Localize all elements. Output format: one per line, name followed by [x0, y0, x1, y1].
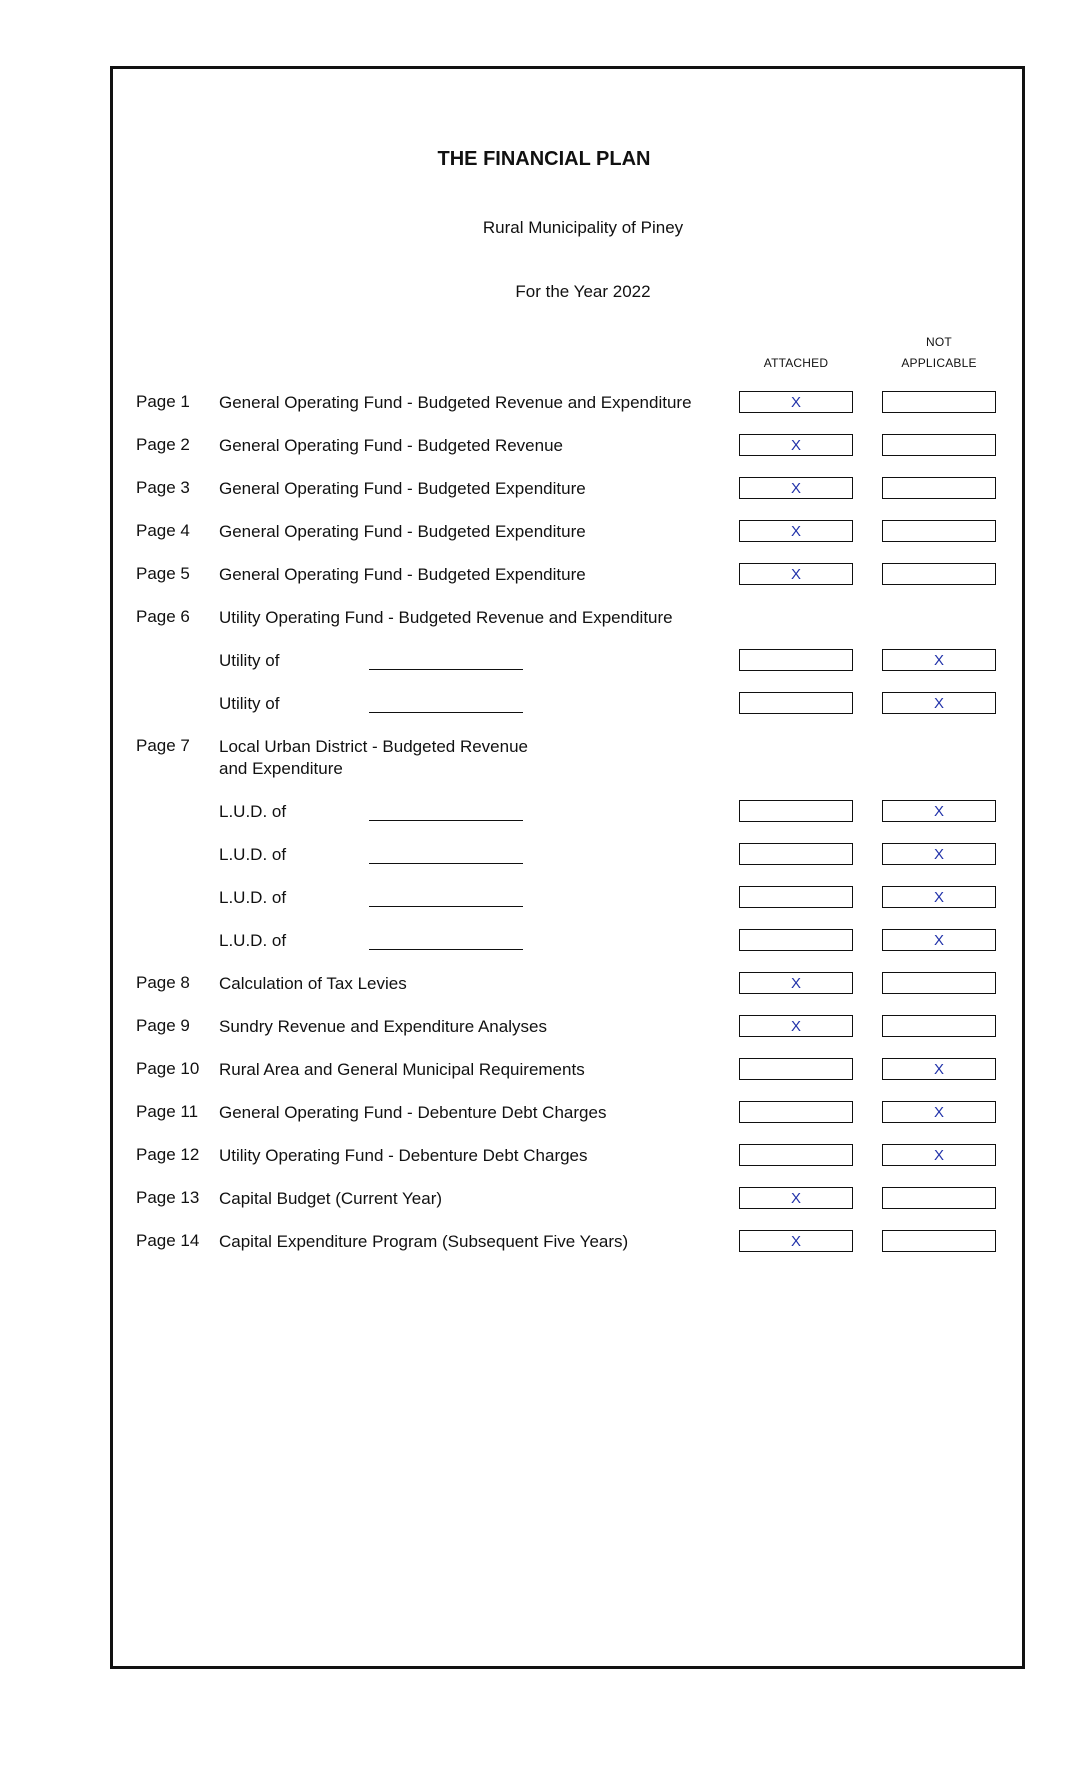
not-applicable-checkbox[interactable]: X	[882, 929, 996, 951]
checklist-subrow	[0, 844, 1088, 870]
column-header-applicable: APPLICABLE	[901, 356, 977, 370]
page-number: Page 9	[136, 1016, 190, 1035]
row-description-continued: and Expenditure	[219, 759, 343, 778]
not-applicable-checkbox[interactable]	[882, 972, 996, 994]
page-number: Page 5	[136, 564, 190, 583]
not-applicable-checkbox[interactable]: X	[882, 800, 996, 822]
not-applicable-checkbox[interactable]: X	[882, 1144, 996, 1166]
column-header-attached: ATTACHED	[763, 356, 829, 370]
page-number: Page 13	[136, 1188, 200, 1207]
not-applicable-checkbox[interactable]	[882, 1015, 996, 1037]
attached-checkbox[interactable]: X	[739, 1230, 853, 1252]
not-applicable-checkbox[interactable]: X	[882, 692, 996, 714]
not-applicable-checkbox[interactable]: X	[882, 1058, 996, 1080]
column-header-not: NOT	[926, 335, 952, 349]
blank-name-line	[369, 949, 523, 950]
row-description: Rural Area and General Municipal Requirements	[219, 1060, 585, 1079]
attached-checkbox[interactable]: X	[739, 391, 853, 413]
checklist-row	[0, 1145, 1088, 1171]
checklist-subrow	[0, 693, 1088, 719]
page-title: THE FINANCIAL PLAN	[437, 148, 651, 170]
attached-checkbox[interactable]	[739, 800, 853, 822]
row-description: L.U.D. of	[219, 845, 287, 864]
page-number: Page 3	[136, 478, 190, 497]
fiscal-year: For the Year 2022	[515, 282, 651, 301]
row-description: General Operating Fund - Budgeted Revenue and Expenditure	[219, 393, 692, 412]
page-number: Page 11	[136, 1102, 199, 1121]
attached-checkbox[interactable]	[739, 1101, 853, 1123]
row-description: General Operating Fund - Budgeted Expenditure	[219, 479, 586, 498]
attached-checkbox[interactable]	[739, 886, 853, 908]
page-number: Page 2	[136, 435, 190, 454]
checklist-row	[0, 521, 1088, 547]
row-description: L.U.D. of	[219, 802, 287, 821]
checklist-row	[0, 392, 1088, 418]
not-applicable-checkbox[interactable]: X	[882, 886, 996, 908]
checklist-subrow	[0, 887, 1088, 913]
not-applicable-checkbox[interactable]: X	[882, 1101, 996, 1123]
checklist-row	[0, 478, 1088, 504]
checklist-subrow	[0, 930, 1088, 956]
checklist-row	[0, 1102, 1088, 1128]
row-description: L.U.D. of	[219, 888, 287, 907]
attached-checkbox[interactable]: X	[739, 972, 853, 994]
attached-checkbox[interactable]: X	[739, 477, 853, 499]
attached-checkbox[interactable]: X	[739, 520, 853, 542]
row-description: General Operating Fund - Debenture Debt Charges	[219, 1103, 607, 1122]
not-applicable-checkbox[interactable]	[882, 1230, 996, 1252]
attached-checkbox[interactable]: X	[739, 563, 853, 585]
checklist-row	[0, 607, 1088, 633]
page-number: Page 12	[136, 1145, 200, 1164]
checklist-subrow	[0, 801, 1088, 827]
attached-checkbox[interactable]: X	[739, 1015, 853, 1037]
row-description: Local Urban District - Budgeted Revenue	[219, 737, 528, 756]
checklist-row	[0, 973, 1088, 999]
row-description: Capital Expenditure Program (Subsequent Five Years)	[219, 1232, 629, 1251]
not-applicable-checkbox[interactable]	[882, 477, 996, 499]
attached-checkbox[interactable]	[739, 1144, 853, 1166]
not-applicable-checkbox[interactable]	[882, 563, 996, 585]
row-description: Sundry Revenue and Expenditure Analyses	[219, 1017, 547, 1036]
not-applicable-checkbox[interactable]	[882, 1187, 996, 1209]
checklist-row	[0, 564, 1088, 590]
row-description: Capital Budget (Current Year)	[219, 1189, 443, 1208]
page-number: Page 1	[136, 392, 190, 411]
page-number: Page 6	[136, 607, 190, 626]
page-number: Page 10	[136, 1059, 200, 1078]
page-number: Page 14	[136, 1231, 200, 1250]
blank-name-line	[369, 712, 523, 713]
blank-name-line	[369, 820, 523, 821]
not-applicable-checkbox[interactable]: X	[882, 843, 996, 865]
checklist-row	[0, 1016, 1088, 1042]
row-description: Utility of	[219, 694, 280, 713]
attached-checkbox[interactable]	[739, 692, 853, 714]
checklist-row	[0, 736, 1088, 784]
attached-checkbox[interactable]: X	[739, 1187, 853, 1209]
page-number: Page 8	[136, 973, 190, 992]
not-applicable-checkbox[interactable]: X	[882, 649, 996, 671]
checklist-row	[0, 1059, 1088, 1085]
row-description: Utility of	[219, 651, 280, 670]
not-applicable-checkbox[interactable]	[882, 520, 996, 542]
blank-name-line	[369, 669, 523, 670]
row-description: Utility Operating Fund - Budgeted Revenue and Expenditure	[219, 608, 673, 627]
blank-name-line	[369, 906, 523, 907]
checklist-row	[0, 1188, 1088, 1214]
checklist-row	[0, 435, 1088, 461]
page-number: Page 7	[136, 736, 190, 755]
page-number: Page 4	[136, 521, 190, 540]
not-applicable-checkbox[interactable]	[882, 434, 996, 456]
blank-name-line	[369, 863, 523, 864]
attached-checkbox[interactable]	[739, 1058, 853, 1080]
row-description: General Operating Fund - Budgeted Expenditure	[219, 565, 586, 584]
checklist-row	[0, 1231, 1088, 1257]
attached-checkbox[interactable]	[739, 929, 853, 951]
row-description: L.U.D. of	[219, 931, 287, 950]
municipality-name: Rural Municipality of Piney	[482, 218, 684, 237]
row-description: General Operating Fund - Budgeted Revenue	[219, 436, 564, 455]
not-applicable-checkbox[interactable]	[882, 391, 996, 413]
row-description: General Operating Fund - Budgeted Expenditure	[219, 522, 586, 541]
row-description: Utility Operating Fund - Debenture Debt Charges	[219, 1146, 588, 1165]
attached-checkbox[interactable]: X	[739, 434, 853, 456]
attached-checkbox[interactable]	[739, 649, 853, 671]
checklist-subrow	[0, 650, 1088, 676]
attached-checkbox[interactable]	[739, 843, 853, 865]
row-description: Calculation of Tax Levies	[219, 974, 407, 993]
